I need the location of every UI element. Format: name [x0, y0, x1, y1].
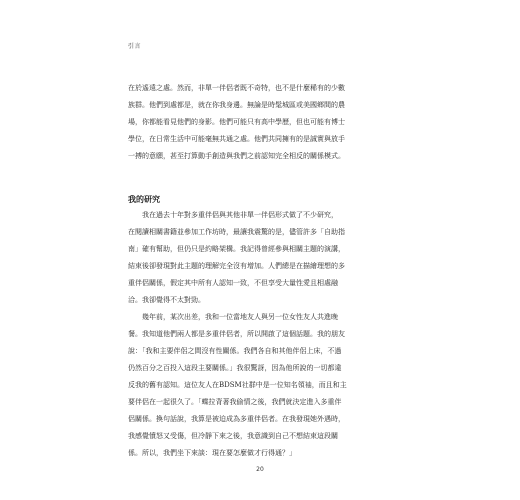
text-line: 在閱讀相關書籍並參加工作坊時，最讓我震驚的是，儘管許多「自助指: [128, 228, 345, 236]
text-line: 場，你都能看見他們的身影。他們可能只有高中學歷，但也可能有博士: [128, 118, 345, 126]
text-line: 南」確有幫助，但仍只是約略架構。我記得曾經參與相關主題的演講，: [128, 245, 345, 253]
paragraph-research: [128, 207, 394, 309]
text-line: 我感覺憤怒又受傷，但冷靜下來之後，我意識到自己不想結束這段關: [128, 432, 338, 440]
text-line: 洽。我卻覺得不太對勁。: [128, 296, 205, 304]
text-line: 要伴侶在一起很久了。「蝶拉背著我偷情之後，我們就決定進入多重伴: [128, 398, 342, 406]
text-line: 一搏的意願，甚至打算動手創造與我們之前認知完全相反的關係模式。: [128, 152, 345, 160]
paragraph-anecdote: [128, 309, 394, 462]
text-line: 結束後卻發現對此主題的理解完全沒有增加。人們總是在描繪理想的多: [128, 262, 345, 270]
text-line: 我在過去十年對多重伴侶與其他非單一伴侶形式做了不少研究，: [142, 211, 338, 219]
section-heading: 我的研究: [128, 195, 160, 204]
text-line: 族群。他們到處都是，就在你我身邊。無論是時髦城區或美國鄉間的農: [128, 101, 345, 109]
text-line: 重伴侶關係，假定其中所有人認知一致，不但享受大量性愛且相處融: [128, 279, 338, 287]
text-line: 餐。我知道他們兩人都是多重伴侶者，所以開啟了這個話題。我的朋友: [128, 330, 345, 338]
text-line: 幾年前，某次出差，我和一位當地友人與另一位女性友人共進晚: [142, 313, 338, 321]
text-line: 在於遙遠之處。然而，非單一伴侶者既不奇特，也不是什麼稀有的少數: [128, 84, 345, 92]
running-head: 引言: [128, 43, 142, 50]
text-line: 反我的舊有認知。這位友人在BDSM社群中是一位知名領袖，而且和主: [128, 381, 347, 389]
paragraph-continuation: [128, 80, 394, 165]
text-line: 侶關係。換句話說，我算是被迫成為多重伴侶者。在我發現她外遇時，: [128, 415, 345, 423]
text-line: 係。所以，我們坐下來談：現在要怎麼做才行得通？」: [128, 449, 296, 457]
page-number: 20: [256, 466, 264, 473]
text-line: 學位，在日常生活中可能毫無共通之處。他們共同擁有的是誠實與放手: [128, 135, 345, 143]
text-line: 仍然百分之百投入這段主要關係。」我很驚訝，因為他所說的一切都違: [128, 364, 342, 372]
text-line: 說：「我和主要伴侶之間沒有性關係。我們各自和其他伴侶上床，不過: [128, 347, 342, 355]
